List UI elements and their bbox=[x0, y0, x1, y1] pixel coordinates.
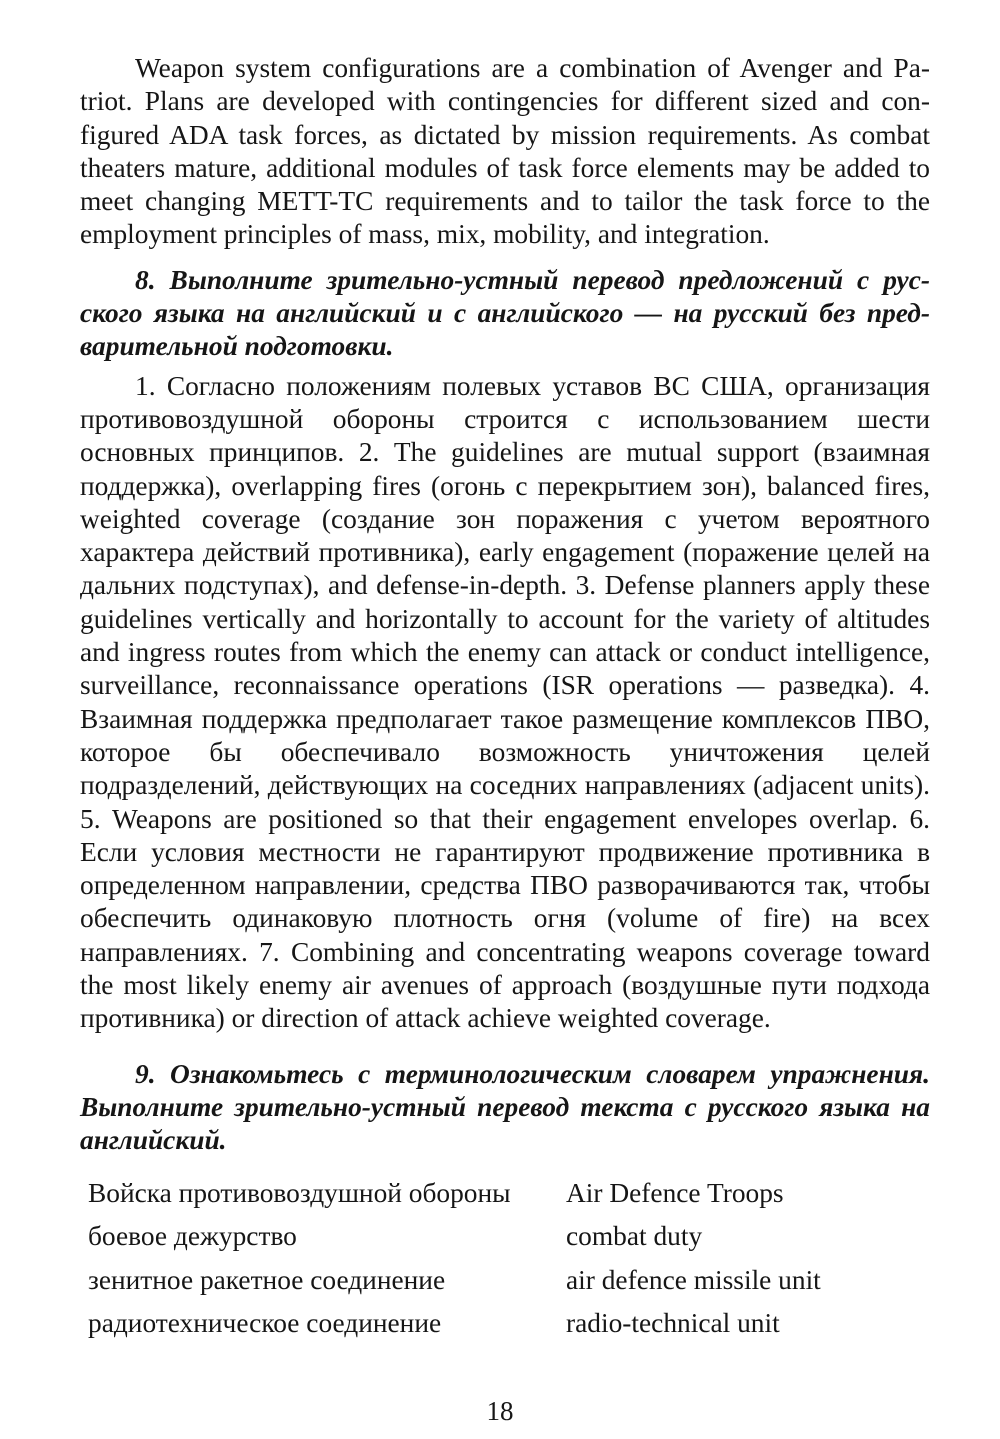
intro-paragraph: Weapon system configurations are a combination of Avenger and Patriot. Plans are developed with contingencies for different sized and configured ADA task forces, as dictated by mission requirements. As combat theaters mature, additional modules of task force elements may be added to meet changing METT-TC requirements and to tailor the task force to the employment principles of mass, mix, mobility, and integration. bbox=[80, 53, 930, 250]
exercise-8-heading: 8. Выполните зрительно-устный перевод предложений с русского языка на английский и с английского — на русский без предварительной подготовки. bbox=[80, 264, 930, 362]
glossary-table bbox=[88, 1172, 938, 1346]
glossary-term-en: air defence missile unit bbox=[566, 1264, 821, 1295]
glossary-term-ru: радиотехническое соединение bbox=[88, 1308, 442, 1338]
glossary-row bbox=[88, 1172, 938, 1216]
glossary-term-ru: зенитное ракетное соединение bbox=[88, 1264, 446, 1295]
glossary-term-ru: боевое дежурство bbox=[88, 1221, 297, 1251]
page-content bbox=[80, 52, 930, 1346]
page-number: 18 bbox=[486, 1396, 514, 1426]
glossary-term-ru: Войска противовоздушной обороны bbox=[88, 1177, 511, 1208]
glossary-row bbox=[88, 1259, 938, 1303]
exercise-9-heading: 9. Ознакомьтесь с терминологическим словарем упражнения. Выполните зрительно-устный перевод текста с русского языка на английский. bbox=[80, 1058, 930, 1156]
exercise-8-body: 1. Согласно положениям полевых уставов ВС США, организация противовоздушной обороны строится с использованием шести основных принципов. 2. The guidelines are mutual support (взаимная поддержка), overlapping fires (огонь с перекрытием зон), balanced fires, weighted coverage (создание зон поражения с учетом вероятного характера действий противника), early engagement (поражение целей на дальних подступах), and defense-in-depth. 3. Defense planners apply these guidelines vertically and horizontally to account for the variety of altitudes and ingress routes from which the enemy can attack or conduct intelligence, surveillance, reconnaissance operations (ISR operations — разведка). 4. Взаимная поддержка предполагает такое размещение комплексов ПВО, которое бы обеспечивало возможность уничтожения целей подразделений, действующих на соседних направлениях (adjacent units). 5. Weapons are positioned so that their engagement envelopes overlap. 6. Если условия местности не гарантируют продвижение противника в определенном направлении, средства ПВО разворачиваются так, чтобы обеспечить одинаковую плотность огня (volume of fire) на всех направлениях. 7. Combining and concentrating weapons coverage toward the most likely enemy air avenues of approach (воздушные пути подхода противника) or direction of attack achieve weighted coverage. bbox=[80, 370, 930, 1034]
glossary-row bbox=[88, 1215, 938, 1259]
glossary-term-en: Air Defence Troops bbox=[566, 1177, 784, 1208]
glossary-term-en: combat duty bbox=[566, 1221, 703, 1251]
glossary-row bbox=[88, 1302, 938, 1346]
glossary-term-en: radio-technical unit bbox=[566, 1308, 780, 1338]
